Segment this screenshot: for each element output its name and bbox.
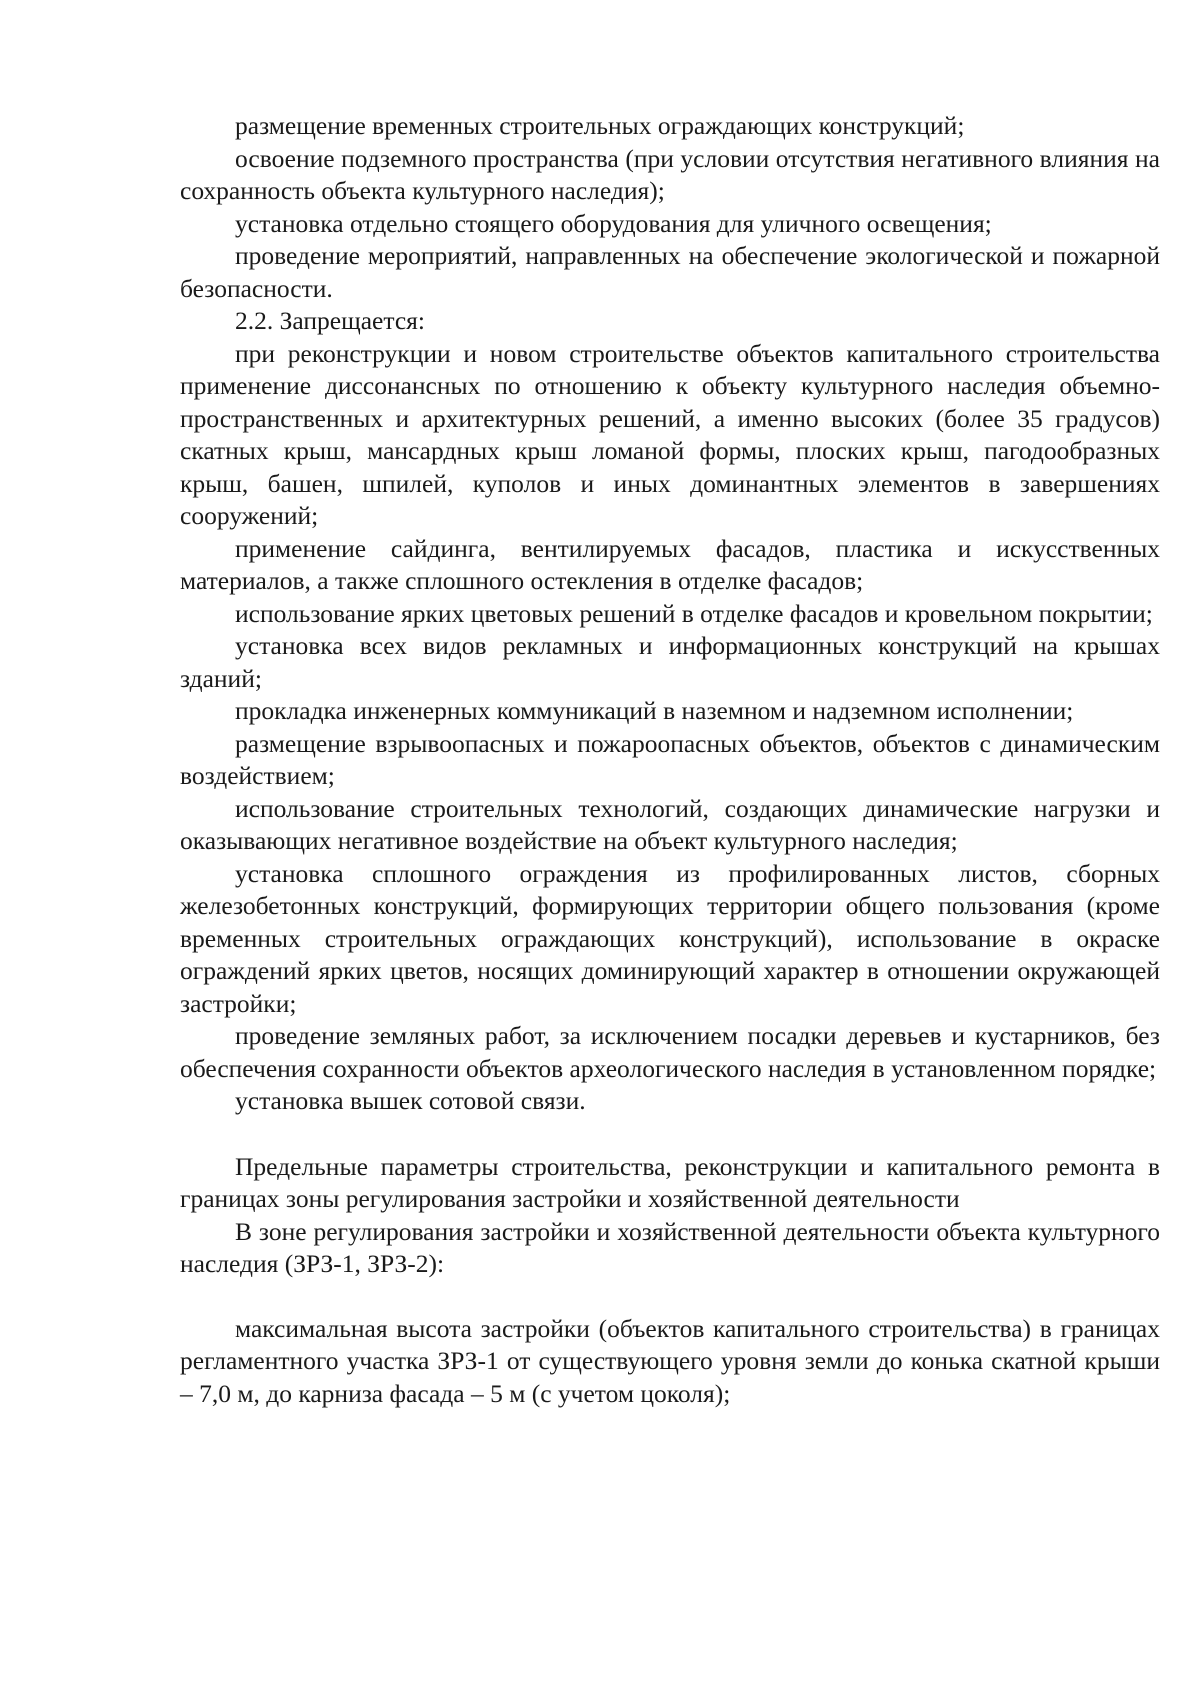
paragraph: установка отдельно стоящего оборудования для уличного освещения; xyxy=(235,208,992,238)
spacer xyxy=(180,1281,1160,1313)
paragraph: максимальная высота застройки (объектов капитального строительства) в границах регламентного участка ЗРЗ-1 от существующего уровня земли до конька скатной крыши – 7,0 м, до карниза фасада – 5 м (с учетом цоколя); xyxy=(180,1313,1160,1408)
paragraph: проведение земляных работ, за исключением посадки деревьев и кустарников, без обеспечения сохранности объектов археологического наследия в установленном порядке; xyxy=(180,1021,1160,1083)
document-page xyxy=(180,110,1160,1410)
paragraph: использование ярких цветовых решений в отделке фасадов и кровельном покрытии; xyxy=(235,598,1153,628)
paragraph: В зоне регулирования застройки и хозяйственной деятельности объекта культурного наследия (ЗРЗ-1, ЗРЗ-2): xyxy=(180,1216,1160,1278)
paragraph: установка вышек сотовой связи. xyxy=(235,1086,586,1115)
paragraph: проведение мероприятий, направленных на обеспечение экологической и пожарной безопасности. xyxy=(180,241,1160,303)
section-heading: 2.2. Запрещается: xyxy=(235,306,425,335)
paragraph: освоение подземного пространства (при условии отсутствия негативного влияния на сохранность объекта культурного наследия); xyxy=(180,143,1160,205)
spacer xyxy=(180,1118,1160,1151)
paragraph: прокладка инженерных коммуникаций в наземном и надземном исполнении; xyxy=(235,696,1074,725)
paragraph: установка сплошного ограждения из профилированных листов, сборных железобетонных конструкций, формирующих территории общего пользования (кроме временных строительных ограждающих конструкций), использование в окраске ограждений ярких цветов, носящих доминирующий характер в отношении окружающей застройки; xyxy=(180,858,1160,1018)
paragraph: размещение взрывоопасных и пожароопасных объектов, объектов с динамическим воздействием; xyxy=(180,728,1160,790)
subsection-title: Предельные параметры строительства, реконструкции и капитального ремонта в границах зоны регулирования застройки и хозяйственной деятельности xyxy=(180,1151,1160,1213)
paragraph: при реконструкции и новом строительстве объектов капитального строительства применение диссонансных по отношению к объекту культурного наследия объемно-пространственных и архитектурных решений, а именно высоких (более 35 градусов) скатных крыш, мансардных крыш ломаной формы, плоских крыш, пагодообразных крыш, башен, шпилей, куполов и иных доминантных элементов в завершениях сооружений; xyxy=(180,338,1160,530)
paragraph: применение сайдинга, вентилируемых фасадов, пластика и искусственных материалов, а также сплошного остекления в отделке фасадов; xyxy=(180,533,1160,595)
paragraph: использование строительных технологий, создающих динамические нагрузки и оказывающих негативное воздействие на объект культурного наследия; xyxy=(180,793,1160,855)
paragraph: установка всех видов рекламных и информационных конструкций на крышах зданий; xyxy=(180,631,1160,693)
paragraph: размещение временных строительных ограждающих конструкций; xyxy=(235,111,965,140)
